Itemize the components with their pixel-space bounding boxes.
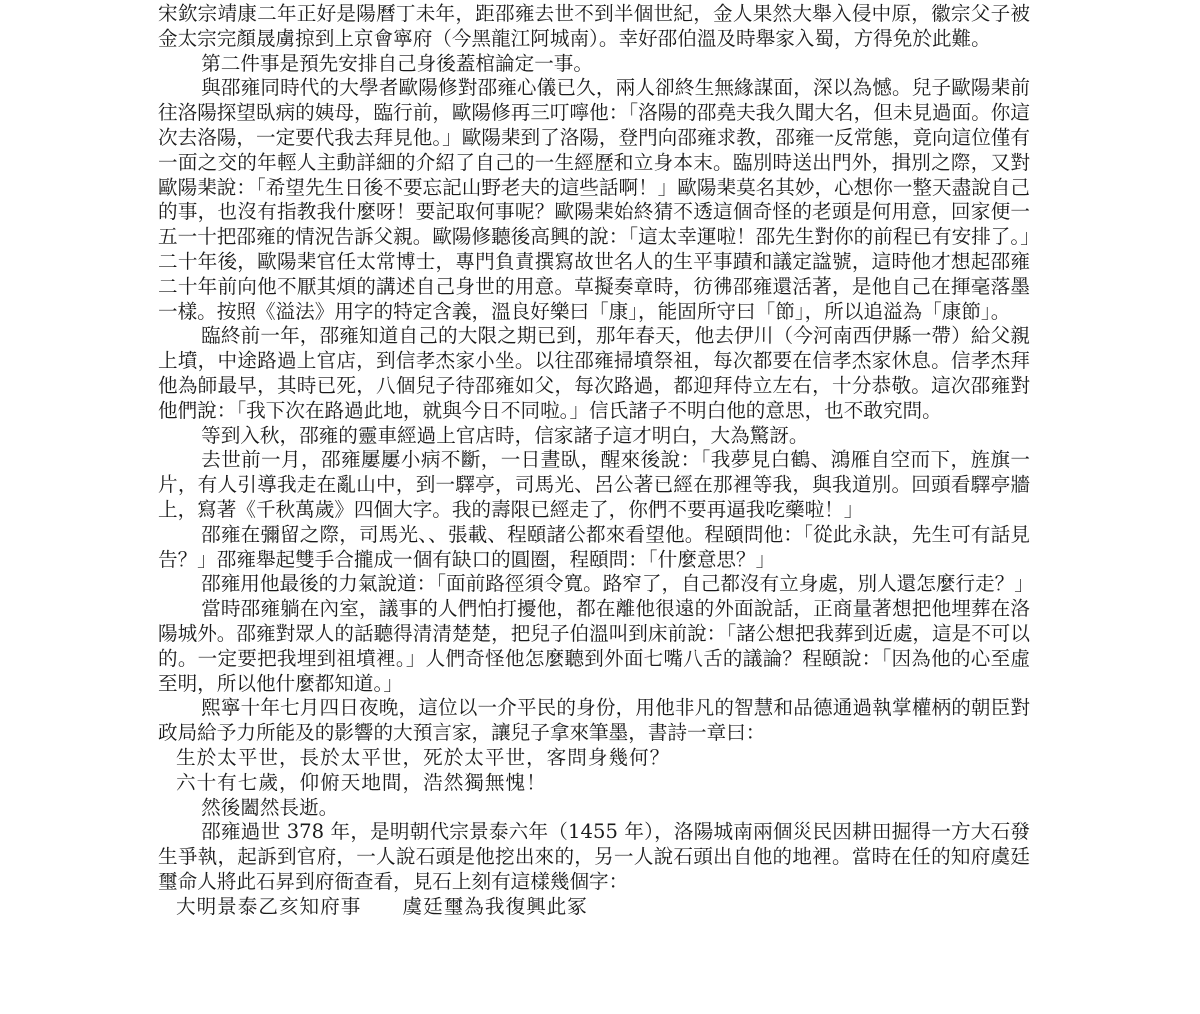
- stone-inscription: 大明景泰乙亥知府事 虞廷璽為我復興此冢: [176, 894, 588, 918]
- paragraph-last-words: 邵雍用他最後的力氣說道：「面前路徑須令寬。路窄了，自己都沒有立身處，別人還怎麼行走？」: [201, 572, 1034, 596]
- poem-line-1: 生於太平世，長於太平世，死於太平世，客問身幾何？: [176, 745, 671, 769]
- paragraph-final-night: 熙寧十年七月四日夜晚，這位以一介平民的身份，用他非凡的智慧和品德通過執掌權柄的朝臣對政局給予力所能及的影響的大預言家，讓兒子拿來筆墨，書詩一章曰：: [158, 696, 1030, 745]
- paragraph-second-matter: 第二件事是預先安排自己身後蓋棺論定一事。: [201, 51, 593, 75]
- paragraph-ouyang: 與邵雍同時代的大學者歐陽修對邵雍心儀已久，兩人卻終生無緣謀面，深以為憾。兒子歐陽棐前往洛陽探望臥病的姨母，臨行前，歐陽修再三叮嚀他：「洛陽的邵堯夫我久聞大名，但未見過面。你這次去洛陽，一定要代我去拜見他。」歐陽棐到了洛陽，登門向邵雍求教，邵雍一反常態，竟向這位僅有一面之交的年輕人主動詳細的介紹了自己的一生經歷和立身本末。臨別時送出門外，揖別之際，又對歐陽棐說：「希望先生日後不要忘記山野老夫的這些話啊！」歐陽棐莫名其妙，心想你一整天盡說自己的事，也沒有指教我什麼呀！要記取何事呢？歐陽棐始終猜不透這個奇怪的老頭是何用意，回家便一五一十把邵雍的情況告訴父親。歐陽修聽後高興的說：「這太幸運啦！邵先生對你的前程已有安排了。」二十年後，歐陽棐官任太常博士，專門負責撰寫故世名人的生平事蹟和議定諡號，這時他才想起邵雍二十年前向他不厭其煩的講述自己身世的用意。草擬奏章時，彷彿邵雍還活著，是他自己在揮毫落墨一樣。按照《溢法》用字的特定含義，溫良好樂曰「康」，能固所守曰「節」，所以追溢為「康節」。: [158, 76, 1030, 323]
- paragraph-jingkang: 宋欽宗靖康二年正好是陽曆丁未年，距邵雍去世不到半個世紀，金人果然大舉入侵中原，徽宗父子被金太宗完顏晟虜掠到上京會寧府（今黑龍江阿城南）。幸好邵伯溫及時舉家入蜀，方得免於此難。: [158, 2, 1030, 50]
- paragraph-autumn: 等到入秋，邵雍的靈車經過上官店時，信家諸子這才明白，大為驚訝。: [201, 423, 809, 447]
- paragraph-dream: 去世前一月，邵雍屢屢小病不斷，一日晝臥，醒來後說：「我夢見白鶴、鴻雁自空而下，旌旗一片，有人引導我走在亂山中，到一驛亭，司馬光、呂公著已經在那裡等我，與我道別。回頭看驛亭牆上，寫著《千秋萬歲》四個大字。我的壽限已經走了，你們不要再逼我吃藥啦！」: [158, 448, 1030, 521]
- paragraph-deathbed: 邵雍在彌留之際，司馬光、、張載、程頤諸公都來看望他。程頤問他：「從此永訣，先生可有話見告？」邵雍舉起雙手合攏成一個有缺口的圓圈，程頤問：「什麼意思？」: [158, 522, 1030, 571]
- poem-line-2: 六十有七歲，仰俯天地間，浩然獨無愧！: [176, 770, 547, 794]
- paragraph-stone: 邵雍過世 378 年，是明朝代宗景泰六年（1455 年），洛陽城南兩個災民因耕田掘得一方大石發生爭執，起訴到官府，一人說石頭是他挖出來的，另一人說石頭出自他的地裡。當時在任的知府虞廷璽命人將此石昇到府衙查看，見石上刻有這樣幾個字：: [158, 820, 1030, 893]
- paragraph-year-before-death: 臨終前一年，邵雍知道自己的大限之期已到，那年春天，他去伊川（今河南西伊縣一帶）給父親上墳，中途路過上官店，到信孝杰家小坐。以往邵雍掃墳祭祖，每次都要在信孝杰家休息。信孝杰拜他為師最早，其時已死，八個兒子待邵雍如父，每次路過，都迎拜侍立左右，十分恭敬。這次邵雍對他們說：「我下次在路過此地，就與今日不同啦。」信氏諸子不明白他的意思，也不敢究問。: [158, 324, 1030, 422]
- paragraph-burial: 當時邵雍躺在內室，議事的人們怕打擾他，都在離他很遠的外面說話，正商量著想把他埋葬在洛陽城外。邵雍對眾人的話聽得清清楚楚，把兒子伯溫叫到床前說：「諸公想把我葬到近處，這是不可以的。一定要把我埋到祖墳裡。」人們奇怪他怎麼聽到外面七嘴八舌的議論？程頤說：「因為他的心至虛至明，所以他什麼都知道。」: [158, 597, 1030, 695]
- paragraph-passed-away: 然後闔然長逝。: [201, 795, 339, 819]
- document-page: [158, 2, 1034, 919]
